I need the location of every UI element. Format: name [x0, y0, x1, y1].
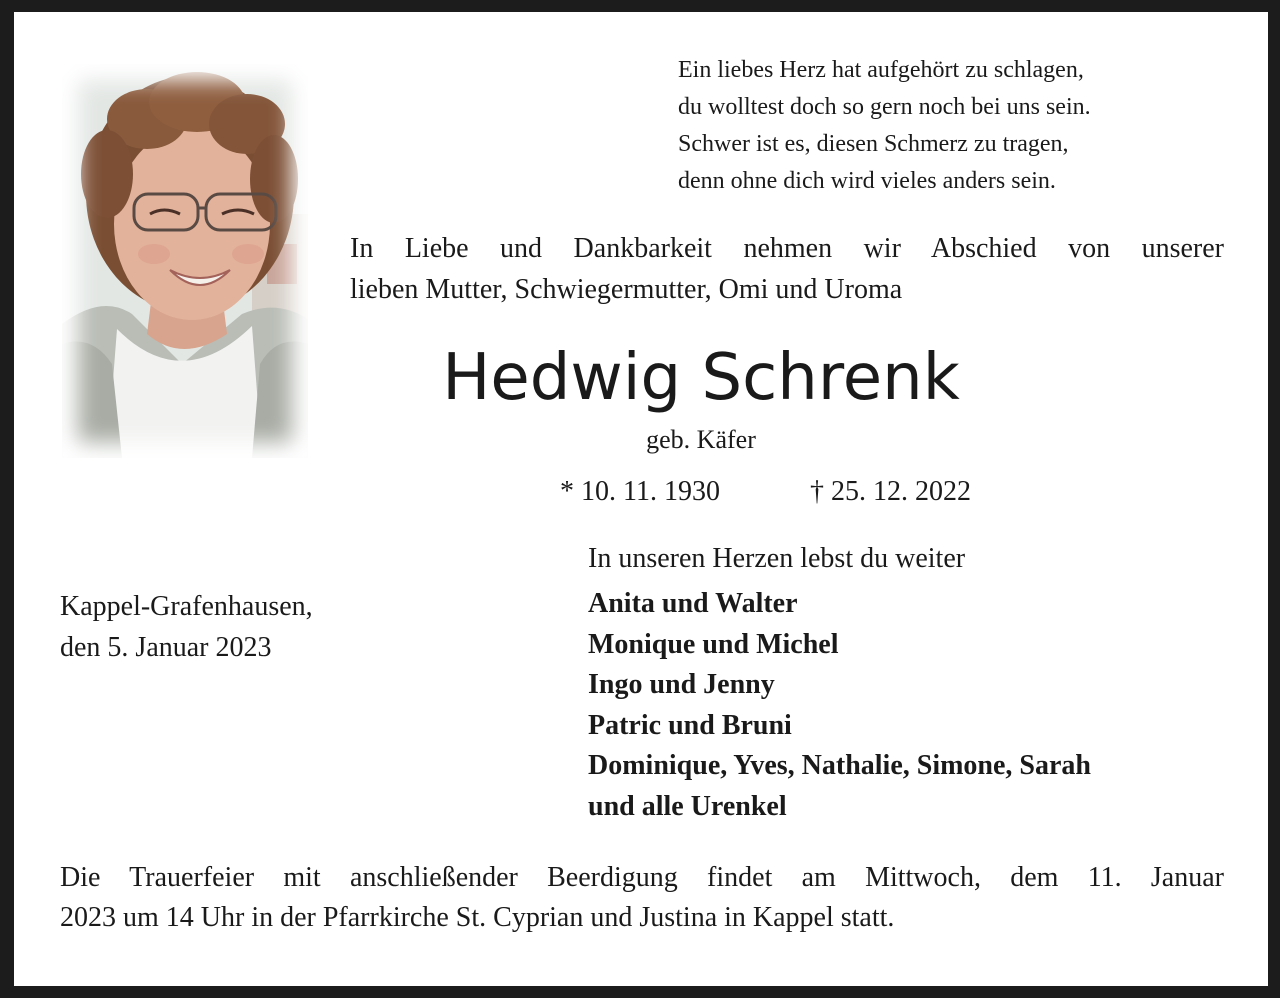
intro-text — [350, 228, 1224, 310]
poem-line: denn ohne dich wird vieles anders sein. — [678, 168, 1056, 194]
place-and-date — [60, 586, 480, 668]
intro-line: lieben Mutter, Schwiegermutter, Omi und Uroma — [350, 274, 903, 305]
mourner-name: Monique und Michel — [588, 628, 839, 660]
memorial-poem — [678, 52, 1238, 200]
deceased-name: Hedwig Schrenk — [442, 341, 960, 415]
death-date: † 25. 12. 2022 — [810, 476, 971, 507]
mourner-name: Anita und Walter — [588, 588, 798, 619]
mourner-name: Patric und Bruni — [588, 709, 792, 741]
maiden-name: geb. Käfer — [646, 425, 756, 454]
poem-line: Schwer ist es, diesen Schmerz zu tragen, — [678, 131, 1069, 157]
birth-date: * 10. 11. 1930 — [560, 476, 720, 507]
funeral-info — [60, 858, 1224, 938]
mourner-name: Dominique, Yves, Nathalie, Simone, Sarah — [588, 750, 1092, 782]
mourners-lead: In unseren Herzen lebst du weiter — [588, 543, 966, 574]
mourner-name: und alle Urenkel — [588, 790, 787, 822]
mourners-block — [588, 540, 1228, 828]
funeral-line: Die Trauerfeier mit anschließender Beerdigung findet am Mittwoch, dem 11. Januar — [60, 862, 1224, 893]
notice-date: den 5. Januar 2023 — [60, 632, 272, 663]
funeral-line: 2023 um 14 Uhr in der Pfarrkirche St. Cyprian und Justina in Kappel statt. — [60, 902, 895, 933]
mourners-list — [588, 584, 1228, 828]
poem-line: du wolltest doch so gern noch bei uns sein. — [678, 94, 1091, 120]
poem-line: Ein liebes Herz hat aufgehört zu schlagen, — [678, 57, 1084, 83]
life-dates — [560, 472, 1080, 512]
intro-line: In Liebe und Dankbarkeit nehmen wir Abschied von unserer — [350, 233, 1224, 264]
place: Kappel-Grafenhausen, — [60, 591, 313, 622]
mourner-name: Ingo und Jenny — [588, 669, 775, 701]
